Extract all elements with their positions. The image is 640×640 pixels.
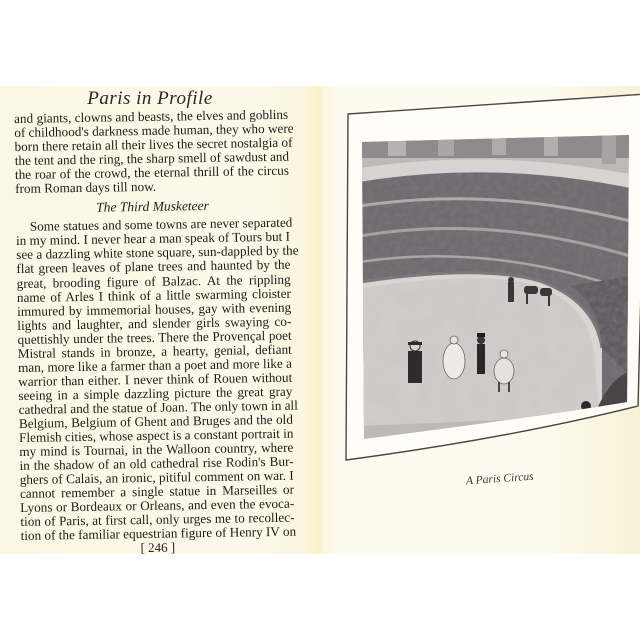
page-number: [ 246 ]	[140, 539, 176, 556]
text-line: from Roman days till now.	[15, 179, 157, 197]
text-line: the tent and the ring, the sharp smell of sawdust and	[14, 148, 290, 169]
text-line: name of Arles I think of a little swarming cloister	[16, 285, 291, 305]
text-line: warrior than either. I never think of Rouen without	[18, 369, 293, 389]
text-line: cannot remember a single statue in Marseilles or	[19, 481, 295, 502]
text-line: tion of Paris, at first call, only urges me to recollec-	[20, 509, 295, 530]
text-line: seeing in a simple dazzling picture the great gray	[18, 383, 293, 403]
text-line: quettishly under the trees. There the Provençal poet	[17, 327, 292, 347]
text-line: born there retain all their lives the secret nostalgia of	[14, 134, 293, 155]
text-line: man, more like a farmer than a poet and more like a	[17, 355, 293, 375]
text-line: Belgium, Belgium of Ghent and Bruges and the old	[18, 411, 293, 431]
text-line: flat green leaves of plane trees and haunted by the	[16, 257, 291, 277]
text-line: Some statues and some towns are never separated	[29, 214, 293, 235]
text-line: Flemish cities, whose aspect is a constant portrait in	[18, 425, 294, 445]
text-line: tion of the familiar equestrian figure of Henry IV on	[20, 523, 297, 544]
text-line: the roar of the crowd, the eternal thrill of the circus	[14, 162, 290, 183]
text-line: great, brooding figure of Balzac. At the rippling	[16, 271, 291, 291]
text-line: in my mind. I never hear a man speak of Tours but I	[15, 229, 291, 249]
page-body-text	[13, 106, 299, 558]
text-line: see a dazzling white stone square, sun-dappled by the	[16, 242, 299, 263]
text-line: immured by immemorial houses, gay with evening	[17, 299, 292, 319]
ringmaster-figure	[477, 333, 485, 374]
text-line: Lyons or Bordeaux or Orleans, and even the evoca-	[20, 495, 295, 516]
book-spread	[0, 86, 640, 554]
running-head: Paris in Profile	[87, 88, 213, 109]
text-line: ghers of Calais, an ironic, pitiful comment on war. I	[19, 467, 294, 488]
text-line: my mind is Tournai, in the Walloon country, where	[19, 439, 294, 460]
text-line: lights and laughter, and slender girls swaying co-	[17, 313, 292, 333]
right-page	[340, 86, 640, 554]
left-page	[0, 86, 300, 554]
book-gutter	[300, 86, 340, 554]
text-line: and giants, clowns and beasts, the elves and goblins	[13, 106, 289, 126]
illustration-caption: A Paris Circus	[465, 470, 534, 488]
clown-figure	[408, 341, 422, 383]
text-line: cathedral and the statue of Joan. The only town in all	[18, 397, 298, 417]
text-line: Mistral stands in bronze, a hearty, genial, defiant	[17, 341, 292, 361]
section-heading: The Third Musketeer	[96, 198, 209, 216]
illustration-plate	[340, 86, 640, 554]
text-line: in the shadow of an old cathedral rise Rodin's Bur-	[19, 453, 294, 474]
text-line: of childhood's darkness made human, they who were	[14, 120, 294, 141]
